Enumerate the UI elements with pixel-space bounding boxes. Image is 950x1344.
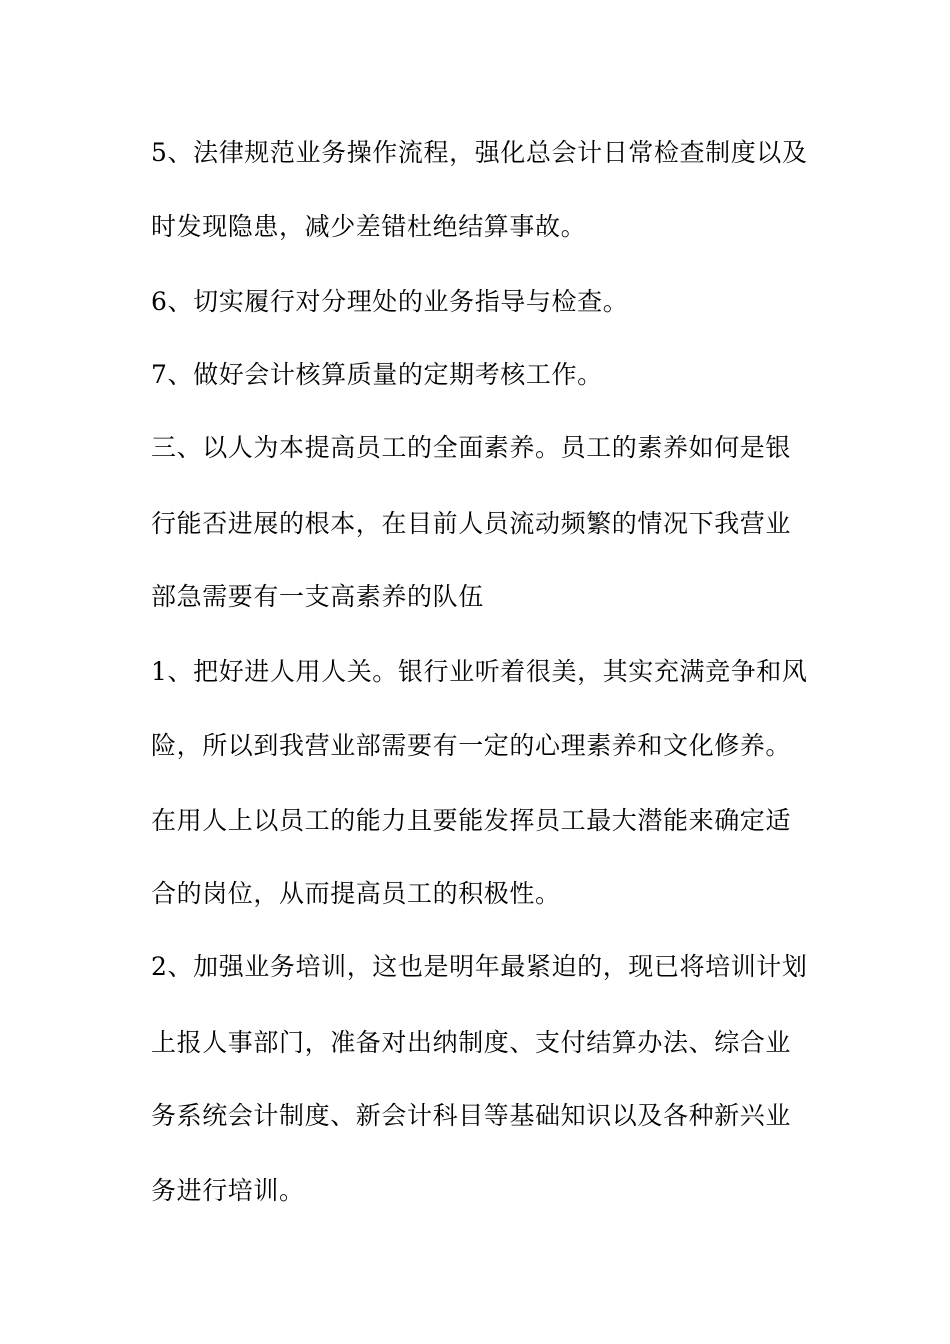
text-line: 上报人事部门，准备对出纳制度、支付结算办法、综合业: [151, 1028, 792, 1057]
text-line: 5、法律规范业务操作流程，强化总会计日常检查制度以及: [151, 138, 808, 167]
text-line: 在用人上以员工的能力且要能发挥员工最大潜能来确定适: [151, 806, 792, 835]
text-line: 7、做好会计核算质量的定期考核工作。: [151, 360, 603, 389]
text-line: 合的岗位，从而提高员工的积极性。: [151, 879, 561, 908]
text-line: 2、加强业务培训，这也是明年最紧迫的，现已将培训计划: [151, 952, 808, 981]
text-line: 部急需要有一支高素养的队伍: [151, 582, 484, 611]
text-line: 行能否进展的根本，在目前人员流动频繁的情况下我营业: [151, 509, 792, 538]
text-line: 务进行培训。: [151, 1176, 305, 1205]
text-line: 务系统会计制度、新会计科目等基础知识以及各种新兴业: [151, 1101, 792, 1130]
text-line: 险，所以到我营业部需要有一定的心理素养和文化修养。: [151, 731, 792, 760]
text-line: 时发现隐患，减少差错杜绝结算事故。: [151, 212, 587, 241]
text-line: 三、以人为本提高员工的全面素养。员工的素养如何是银: [151, 433, 792, 462]
text-line: 1、把好进人用人关。银行业听着很美，其实充满竞争和风: [151, 657, 808, 686]
text-line: 6、切实履行对分理处的业务指导与检查。: [151, 287, 629, 316]
